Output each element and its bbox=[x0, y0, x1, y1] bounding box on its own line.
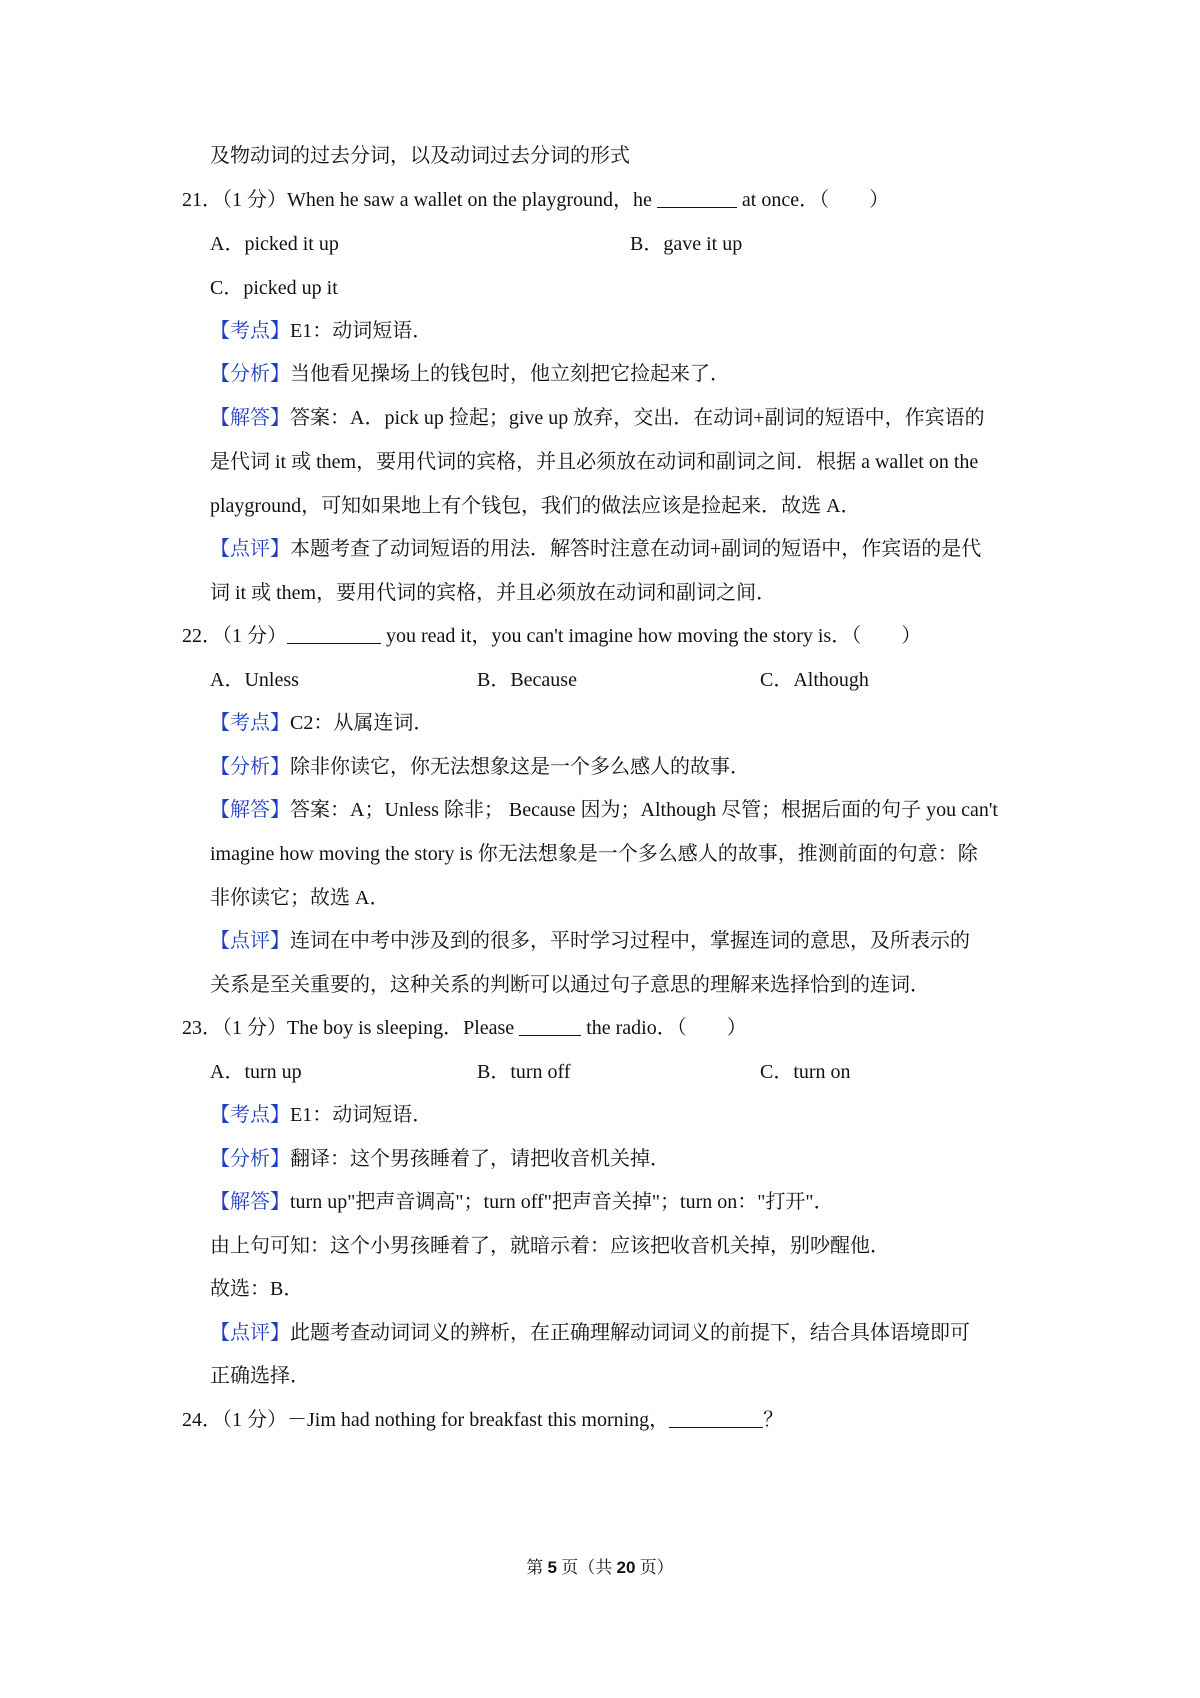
kaodian-tag: 【考点】 bbox=[210, 1104, 290, 1126]
jieda-line bbox=[210, 796, 1022, 824]
jieda-text: 答案：A．pick up 捡起；give up 放弃，交出．在动词+副词的短语中，作宾语的 bbox=[290, 407, 985, 429]
fenxi-tag: 【分析】 bbox=[210, 756, 290, 778]
dianping-text: 本题考查了动词短语的用法．解答时注意在动词+副词的短语中，作宾语的是代 bbox=[290, 538, 982, 560]
jieda-line: playground，可知如果地上有个钱包，我们的做法应该是捡起来．故选 A． bbox=[210, 495, 861, 517]
fenxi-text: 翻译：这个男孩睡着了，请把收音机关掉． bbox=[290, 1148, 670, 1170]
fenxi-tag: 【分析】 bbox=[210, 1148, 290, 1170]
jieda-text: turn up"把声音调高"；turn off"把声音关掉"；turn on："打开"． bbox=[290, 1191, 834, 1213]
kaodian-line bbox=[210, 709, 1022, 737]
intro-line: 及物动词的过去分词，以及动词过去分词的形式 bbox=[210, 145, 630, 167]
page-number: 5 bbox=[547, 1558, 558, 1577]
footer-prefix: 第 bbox=[526, 1558, 548, 1577]
page-footer bbox=[0, 1556, 1200, 1580]
jieda-line: 由上句可知：这个小男孩睡着了，就暗示着：应该把收音机关掉，别吵醒他． bbox=[210, 1235, 890, 1257]
question-23-stem bbox=[182, 1014, 994, 1042]
dianping-line bbox=[210, 535, 1022, 563]
total-pages: 20 bbox=[616, 1558, 636, 1577]
kaodian-text: E1：动词短语． bbox=[290, 1104, 433, 1126]
dianping-line bbox=[210, 1319, 1022, 1347]
dianping-text: 此题考查动词词义的辨析，在正确理解动词词义的前提下，结合具体语境即可 bbox=[290, 1322, 970, 1344]
kaodian-line bbox=[210, 317, 1022, 345]
jieda-tag: 【解答】 bbox=[210, 799, 290, 821]
jieda-tag: 【解答】 bbox=[210, 1191, 290, 1213]
dianping-line: 关系是至关重要的，这种关系的判断可以通过句子意思的理解来选择恰到的连词． bbox=[210, 974, 930, 996]
dianping-tag: 【点评】 bbox=[210, 930, 290, 952]
answer-blank bbox=[287, 623, 381, 644]
option-a: A．turn up bbox=[210, 1061, 302, 1083]
question-22-stem-tail: you read it，you can't imagine how moving the story is．（ ） bbox=[381, 625, 922, 647]
question-22-stem bbox=[182, 622, 994, 650]
jieda-line: 非你读它；故选 A． bbox=[210, 887, 390, 909]
option-a: A．Unless bbox=[210, 669, 299, 691]
fenxi-line bbox=[210, 360, 1022, 388]
fenxi-line bbox=[210, 1145, 1022, 1173]
jieda-line bbox=[210, 1188, 1022, 1216]
option-b: B．gave it up bbox=[630, 233, 743, 255]
footer-middle: 页（共 bbox=[557, 1558, 617, 1577]
question-23-stem-text: 23．（1 分）The boy is sleeping．Please bbox=[182, 1017, 520, 1039]
dianping-line: 词 it 或 them，要用代词的宾格，并且必须放在动词和副词之间． bbox=[210, 582, 777, 604]
question-21-stem bbox=[182, 186, 994, 214]
dianping-line bbox=[210, 927, 1022, 955]
question-21-stem-tail: at once．（ ） bbox=[736, 189, 890, 211]
dianping-tag: 【点评】 bbox=[210, 538, 290, 560]
dianping-line: 正确选择． bbox=[210, 1365, 310, 1387]
fenxi-line bbox=[210, 753, 1022, 781]
fenxi-text: 除非你读它，你无法想象这是一个多么感人的故事． bbox=[290, 756, 750, 778]
jieda-tag: 【解答】 bbox=[210, 407, 290, 429]
option-b: B．turn off bbox=[477, 1061, 571, 1083]
option-c: C．picked up it bbox=[210, 277, 338, 299]
option-a: A．picked it up bbox=[210, 233, 339, 255]
jieda-text: 答案：A；Unless 除非； Because 因为；Although 尽管；根据后面的句子 you can't bbox=[290, 799, 998, 821]
question-21-stem-text: 21．（1 分）When he saw a wallet on the playground，he bbox=[182, 189, 657, 211]
option-c: C．Although bbox=[760, 669, 869, 691]
jieda-line: imagine how moving the story is 你无法想象是一个多么感人的故事，推测前面的句意：除 bbox=[210, 843, 978, 865]
jieda-line: 故选：B． bbox=[210, 1278, 304, 1300]
fenxi-tag: 【分析】 bbox=[210, 363, 290, 385]
dianping-tag: 【点评】 bbox=[210, 1322, 290, 1344]
kaodian-tag: 【考点】 bbox=[210, 712, 290, 734]
kaodian-text: C2：从属连词． bbox=[290, 712, 434, 734]
jieda-line: 是代词 it 或 them，要用代词的宾格，并且必须放在动词和副词之间．根据 a wallet on the bbox=[210, 451, 979, 473]
answer-blank bbox=[519, 1015, 581, 1036]
question-24-stem-text: 24．（1 分）－Jim had nothing for breakfast this morning， bbox=[182, 1409, 670, 1431]
footer-suffix: 页） bbox=[635, 1558, 674, 1577]
answer-blank bbox=[669, 1407, 763, 1428]
question-23-stem-tail: the radio．（ ） bbox=[581, 1017, 747, 1039]
kaodian-line bbox=[210, 1101, 1022, 1129]
kaodian-tag: 【考点】 bbox=[210, 320, 290, 342]
option-c: C．turn on bbox=[760, 1061, 851, 1083]
question-24-stem-tail: ？ bbox=[763, 1409, 784, 1431]
option-b: B．Because bbox=[477, 669, 577, 691]
dianping-text: 连词在中考中涉及到的很多，平时学习过程中，掌握连词的意思，及所表示的 bbox=[290, 930, 970, 952]
fenxi-text: 当他看见操场上的钱包时，他立刻把它捡起来了． bbox=[290, 363, 730, 385]
question-24-stem bbox=[182, 1406, 994, 1434]
answer-blank bbox=[657, 187, 737, 208]
jieda-line bbox=[210, 404, 1022, 432]
question-22-stem-text: 22．（1 分） bbox=[182, 625, 287, 647]
kaodian-text: E1：动词短语． bbox=[290, 320, 433, 342]
